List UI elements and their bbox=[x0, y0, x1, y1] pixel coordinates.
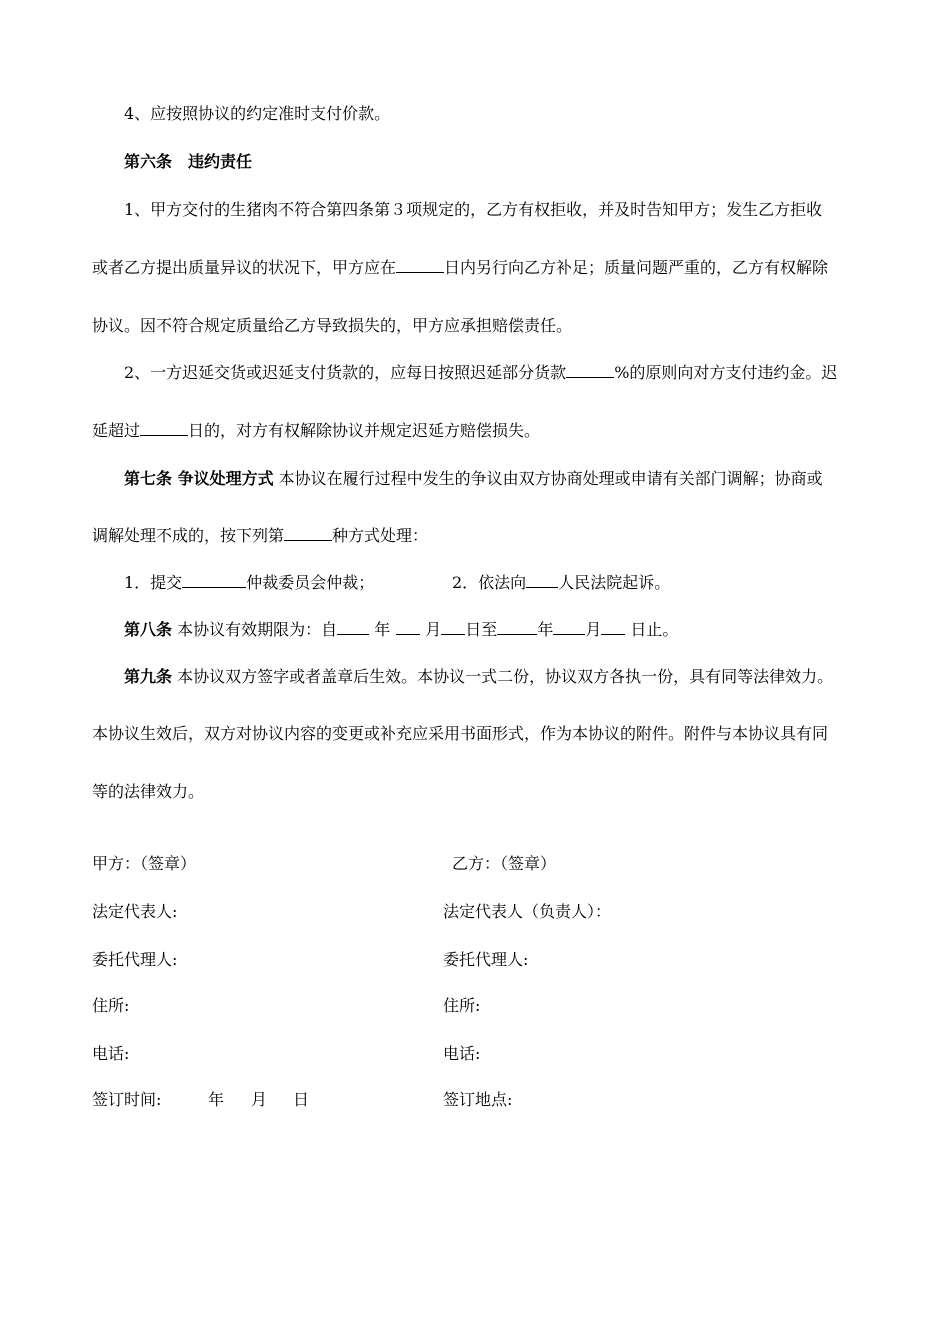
article-6-p2-line1: 2、一方迟延交货或迟延支付货款的，应每日按照迟延部分货款 %的原则向对方支付违约金。迟 bbox=[124, 363, 838, 382]
blank-start-year[interactable] bbox=[337, 620, 369, 635]
article-6-p2-line2: 延超过 日的，对方有权解除协议并规定迟延方赔偿损失。 bbox=[92, 421, 541, 440]
party-a-label: 甲方：（签章） bbox=[92, 854, 197, 873]
blank-days-field[interactable] bbox=[396, 258, 444, 273]
article-7-options: 1．提交 仲裁委员会仲裁； bbox=[124, 573, 375, 592]
blank-overdue-days-field[interactable] bbox=[140, 421, 188, 436]
article-7-option-2: 2．依法向 人民法院起诉。 bbox=[452, 573, 671, 592]
article-6-heading: 第六条 违约责任 bbox=[124, 152, 253, 171]
article-9-line2: 本协议生效后，双方对协议内容的变更或补充应采用书面形式，作为本协议的附件。附件与本协议具有同 bbox=[92, 724, 829, 743]
clause-item-4: 4、应按照协议的约定准时支付价款。 bbox=[124, 104, 391, 123]
blank-start-day[interactable] bbox=[441, 620, 465, 635]
party-a-phone: 电话: bbox=[92, 1044, 130, 1063]
article-9-line3: 等的法律效力。 bbox=[92, 782, 205, 801]
blank-method-field[interactable] bbox=[284, 526, 332, 541]
blank-court-field[interactable] bbox=[526, 573, 558, 588]
party-b-representative: 法定代表人（负责人）： bbox=[443, 902, 612, 921]
party-a-agent: 委托代理人: bbox=[92, 950, 178, 969]
party-a-representative: 法定代表人: bbox=[92, 902, 178, 921]
article-7-heading: 第七条 争议处理方式 bbox=[124, 469, 274, 488]
article-8-line: 第八条 本协议有效期限为：自 年 月 日至 年 月 日止。 bbox=[124, 620, 679, 639]
signing-place-label: 签订地点: bbox=[443, 1090, 513, 1109]
signing-date-label: 签订时间: bbox=[92, 1090, 162, 1109]
article-8-heading: 第八条 bbox=[124, 620, 173, 639]
party-b-address: 住所: bbox=[443, 996, 481, 1015]
article-9-line1: 第九条 本协议双方签字或者盖章后生效。本协议一式二份，协议双方各执一份，具有同等法律效力。 bbox=[124, 667, 834, 686]
blank-start-month[interactable] bbox=[396, 620, 420, 635]
signing-date-year: 年 bbox=[208, 1090, 225, 1109]
party-b-agent: 委托代理人: bbox=[443, 950, 529, 969]
signing-date-day: 日 bbox=[293, 1090, 310, 1109]
party-b-label: 乙方：（签章） bbox=[452, 854, 557, 873]
article-9-heading: 第九条 bbox=[124, 667, 173, 686]
blank-end-year[interactable] bbox=[497, 620, 537, 635]
article-6-p1-line2: 或者乙方提出质量异议的状况下，甲方应在 日内另行向乙方补足；质量问题严重的，乙方有权解除 bbox=[92, 258, 829, 277]
party-a-address: 住所: bbox=[92, 996, 130, 1015]
article-6-p1-line3: 协议。因不符合规定质量给乙方导致损失的，甲方应承担赔偿责任。 bbox=[92, 316, 573, 335]
blank-end-day[interactable] bbox=[601, 620, 625, 635]
signing-date-month: 月 bbox=[251, 1090, 268, 1109]
blank-end-month[interactable] bbox=[553, 620, 585, 635]
article-6-p1-line1: 1、甲方交付的生猪肉不符合第四条第３项规定的，乙方有权拒收，并及时告知甲方；发生乙方拒收 bbox=[124, 200, 823, 219]
article-7-line2: 调解处理不成的，按下列第 种方式处理： bbox=[92, 526, 429, 545]
article-7-line1: 第七条 争议处理方式 本协议在履行过程中发生的争议由双方协商处理或申请有关部门调解；协商或 bbox=[124, 469, 823, 488]
party-b-phone: 电话: bbox=[443, 1044, 481, 1063]
blank-arbitration-field[interactable] bbox=[182, 573, 246, 588]
blank-percent-field[interactable] bbox=[566, 363, 614, 378]
